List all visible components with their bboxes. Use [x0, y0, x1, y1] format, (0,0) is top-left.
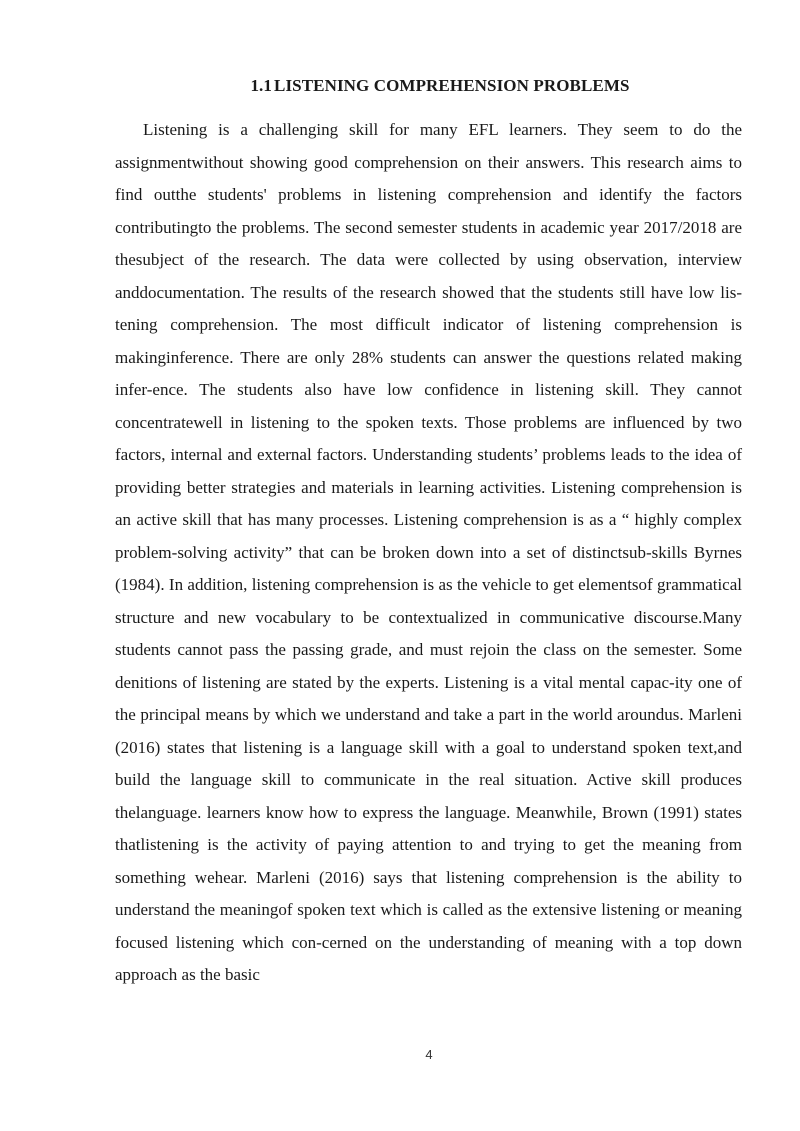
- section-number: 1.1: [250, 76, 272, 95]
- body-paragraph: Listening is a challenging skill for many EFL learners. They seem to do the assignmentwithout showing good comprehension on their answers. This research aims to find outthe students' problems in listening comprehension and identify the factors contributingto the problems. The second semester students in academic year 2017/2018 are thesubject of the research. The data were collected by using observation, interview anddocumentation. The results of the research showed that the students still have low lis-tening comprehension. The most difficult indicator of listening comprehension is makinginference. There are only 28% students can answer the questions related making infer-ence. The students also have low confidence in listening skill. They cannot concentratewell in listening to the spoken texts. Those problems are influenced by two factors, internal and external factors. Understanding students’ problems leads to the idea of providing better strategies and materials in learning activities. Listening comprehension is an active skill that has many processes. Listening comprehension is as a “ highly complex problem-solving activity” that can be broken down into a set of distinctsub-skills Byrnes (1984). In addition, listening comprehension is as the vehicle to get elementsof grammatical structure and new vocabulary to be contextualized in communicative discourse.Many students cannot pass the passing grade, and must rejoin the class on the semester. Some denitions of listening are stated by the experts. Listening is a vital mental capac-ity one of the principal means by which we understand and take a part in the world aroundus. Marleni (2016) states that listening is a language skill with a goal to understand spoken text,and build the language skill to communicate in the real situation. Active skill produces thelanguage. learners know how to express the language. Meanwhile, Brown (1991) states thatlistening is the activity of paying attention to and trying to get the meaning from something wehear. Marleni (2016) says that listening comprehension is the ability to understand the meaningof spoken text which is called as the extensive listening or meaning focused listening which con-cerned on the understanding of meaning with a top down approach as the basic: [115, 120, 742, 984]
- section-heading: [0, 76, 800, 96]
- page-number: 4: [425, 1047, 433, 1062]
- section-title: LISTENING COMPREHENSION PROBLEMS: [274, 76, 630, 95]
